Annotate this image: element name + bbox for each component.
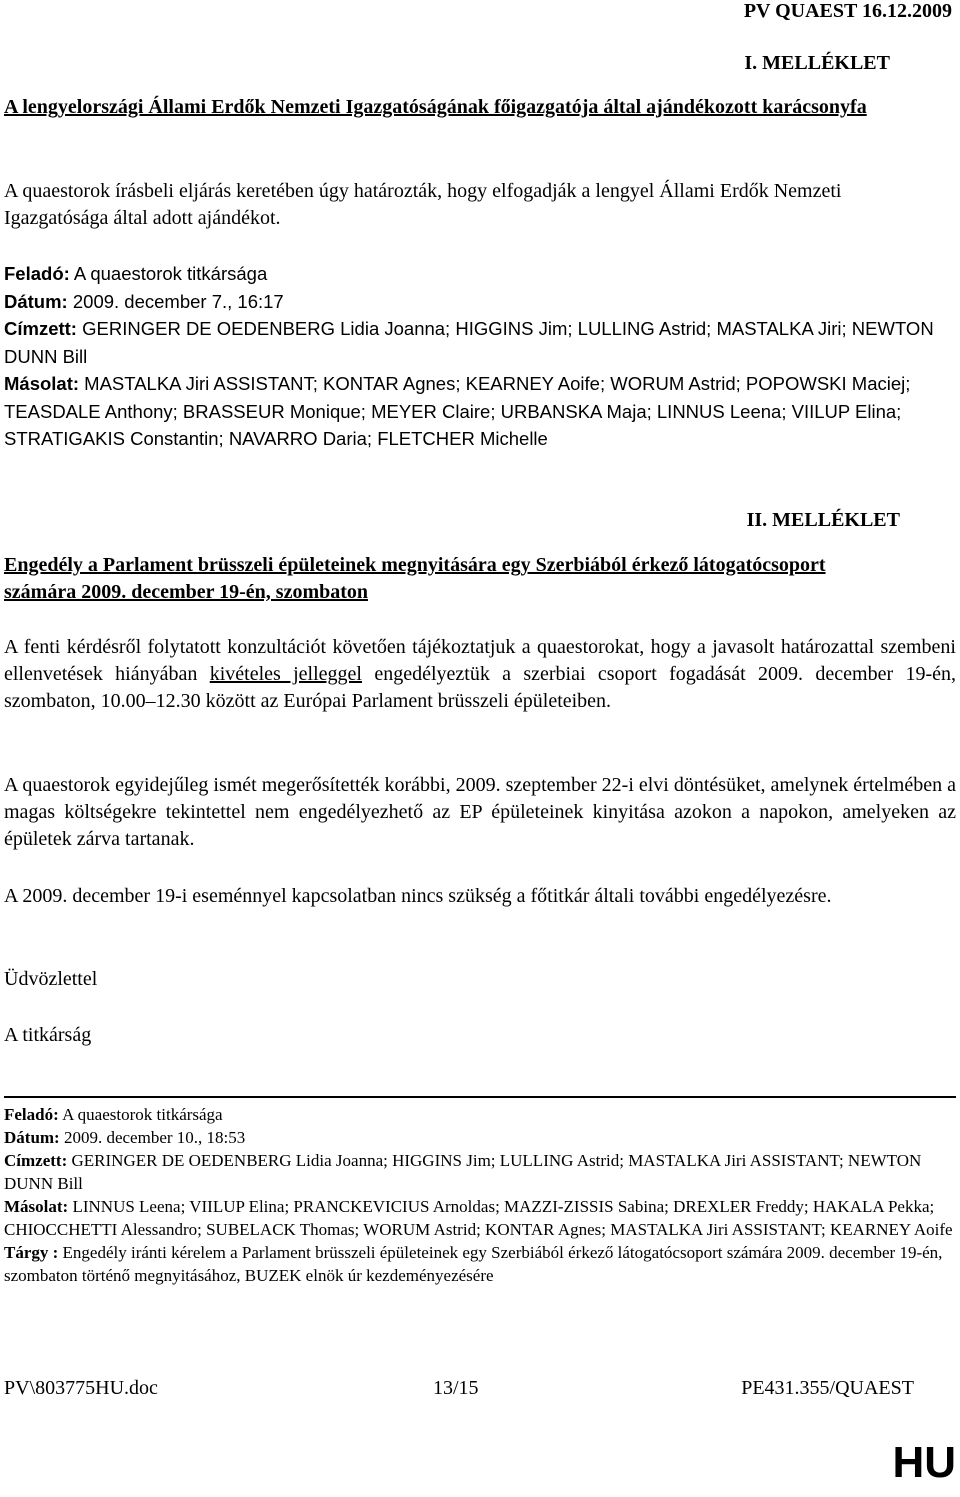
date-value: 2009. december 10., 18:53 (59, 1128, 246, 1147)
email-date (4, 288, 954, 316)
annex-1-email-meta (4, 260, 954, 453)
annex-2-paragraph-2: A quaestorok egyidejűleg ismét megerősítették korábbi, 2009. szeptember 22-i elvi döntésüket, amelynek értelmében a magas költségekre tekintettel nem engedélyezhető az EP épületeinek kinyitása azokon a napokon, amelyeken az épületek zárva tartanak. (4, 774, 956, 850)
email-2-date (4, 1126, 956, 1149)
greeting: Üdvözlettel (4, 968, 98, 990)
email-recipients (4, 315, 954, 370)
sender-value: A quaestorok titkársága (58, 1105, 223, 1124)
footer-doc-name: PV\803775HU.doc (4, 1377, 158, 1399)
date-label: Dátum: (4, 290, 68, 312)
email-2-cc (4, 1195, 956, 1241)
subject-label: Tárgy : (4, 1243, 59, 1262)
email-sender (4, 260, 954, 288)
to-label: Címzett: (4, 1151, 68, 1170)
p1-underlined-text: kivételes jelleggel (209, 663, 362, 685)
date-label: Dátum: (4, 1128, 60, 1147)
email-2-meta (4, 1103, 956, 1287)
sender-value: A quaestorok titkársága (69, 263, 268, 284)
to-value: GERINGER DE OEDENBERG Lidia Joanna; HIGGINS Jim; LULLING Astrid; MASTALKA Jiri; NEWTON DUNN Bill (4, 318, 934, 367)
cc-label: Másolat: (4, 1197, 69, 1216)
annex-1-label: I. MELLÉKLET (744, 52, 890, 74)
language-code: HU (892, 1438, 956, 1487)
subject-value: Engedély iránti kérelem a Parlament brüsszeli épületeinek egy Szerbiából érkező látogatócsoport számára 2009. december 19-én, szombaton történő megnyitásához, BUZEK elnök úr kezdeményezésére (4, 1243, 943, 1285)
annex-1-title: A lengyelországi Állami Erdők Nemzeti Igazgatóságának főigazgatója által ajándékozott karácsonyfa (4, 96, 867, 118)
sender-label: Feladó: (4, 263, 70, 284)
footer-reference: PE431.355/QUAEST (741, 1377, 914, 1399)
to-label: Címzett: (4, 318, 77, 339)
annex-2-label: II. MELLÉKLET (746, 509, 900, 531)
date-value: 2009. december 7., 16:17 (67, 290, 284, 312)
cc-label: Másolat: (4, 373, 80, 394)
annex-2-paragraph-1 (4, 634, 956, 715)
annex-2-title: Engedély a Parlament brüsszeli épületeinek megnyitására egy Szerbiából érkező látogatócsoport számára 2009. december 19-én, szombaton (4, 554, 826, 603)
p1-text-end: engedélyeztük a szerbiai csoport fogadását 2009. december 19-én, szombaton, 10.00–12.30 között az Európai Parlament brüsszeli épületeiben. (4, 663, 956, 712)
header-reference: PV QUAEST 16.12.2009 (743, 0, 952, 22)
email-2-sender (4, 1103, 956, 1126)
email-cc (4, 370, 954, 453)
p1-text-start: A fenti kérdésről folytatott konzultációt követően tájékoztatjuk a quaestorokat, hogy a javasolt határozattal szembeni ellenvetések hiányában (4, 636, 956, 685)
signature: A titkárság (4, 1024, 92, 1046)
email-2-recipients (4, 1149, 956, 1195)
cc-value: LINNUS Leena; VIILUP Elina; PRANCKEVICIUS Arnoldas; MAZZI-ZISSIS Sabina; DREXLER Freddy; HAKALA Pekka; CHIOCCHETTI Alessandro; SUBELACK Thomas; WORUM Astrid; KONTAR Agnes; MASTALKA Jiri ASSISTANT; KEARNEY Aoife (4, 1197, 953, 1239)
divider (4, 1096, 956, 1098)
cc-value: MASTALKA Jiri ASSISTANT; KONTAR Agnes; KEARNEY Aoife; WORUM Astrid; POPOWSKI Maciej; TEASDALE Anthony; BRASSEUR Monique; MEYER Claire; URBANSKA Maja; LINNUS Leena; VIILUP Elina; STRATIGAKIS Constantin; NAVARRO Daria; FLETCHER Michelle (4, 373, 911, 449)
annex-2-paragraph-3: A 2009. december 19-i eseménnyel kapcsolatban nincs szükség a főtitkár általi további engedélyezésre. (4, 885, 832, 907)
to-value: GERINGER DE OEDENBERG Lidia Joanna; HIGGINS Jim; LULLING Astrid; MASTALKA Jiri ASSISTANT; NEWTON DUNN Bill (4, 1151, 922, 1193)
sender-label: Feladó: (4, 1105, 59, 1124)
annex-1-body: A quaestorok írásbeli eljárás keretében úgy határozták, hogy elfogadják a lengyel Állami Erdők Nemzeti Igazgatósága által adott ajándékot. (4, 180, 842, 229)
email-2-subject (4, 1241, 956, 1287)
footer-page-number: 13/15 (433, 1377, 479, 1399)
